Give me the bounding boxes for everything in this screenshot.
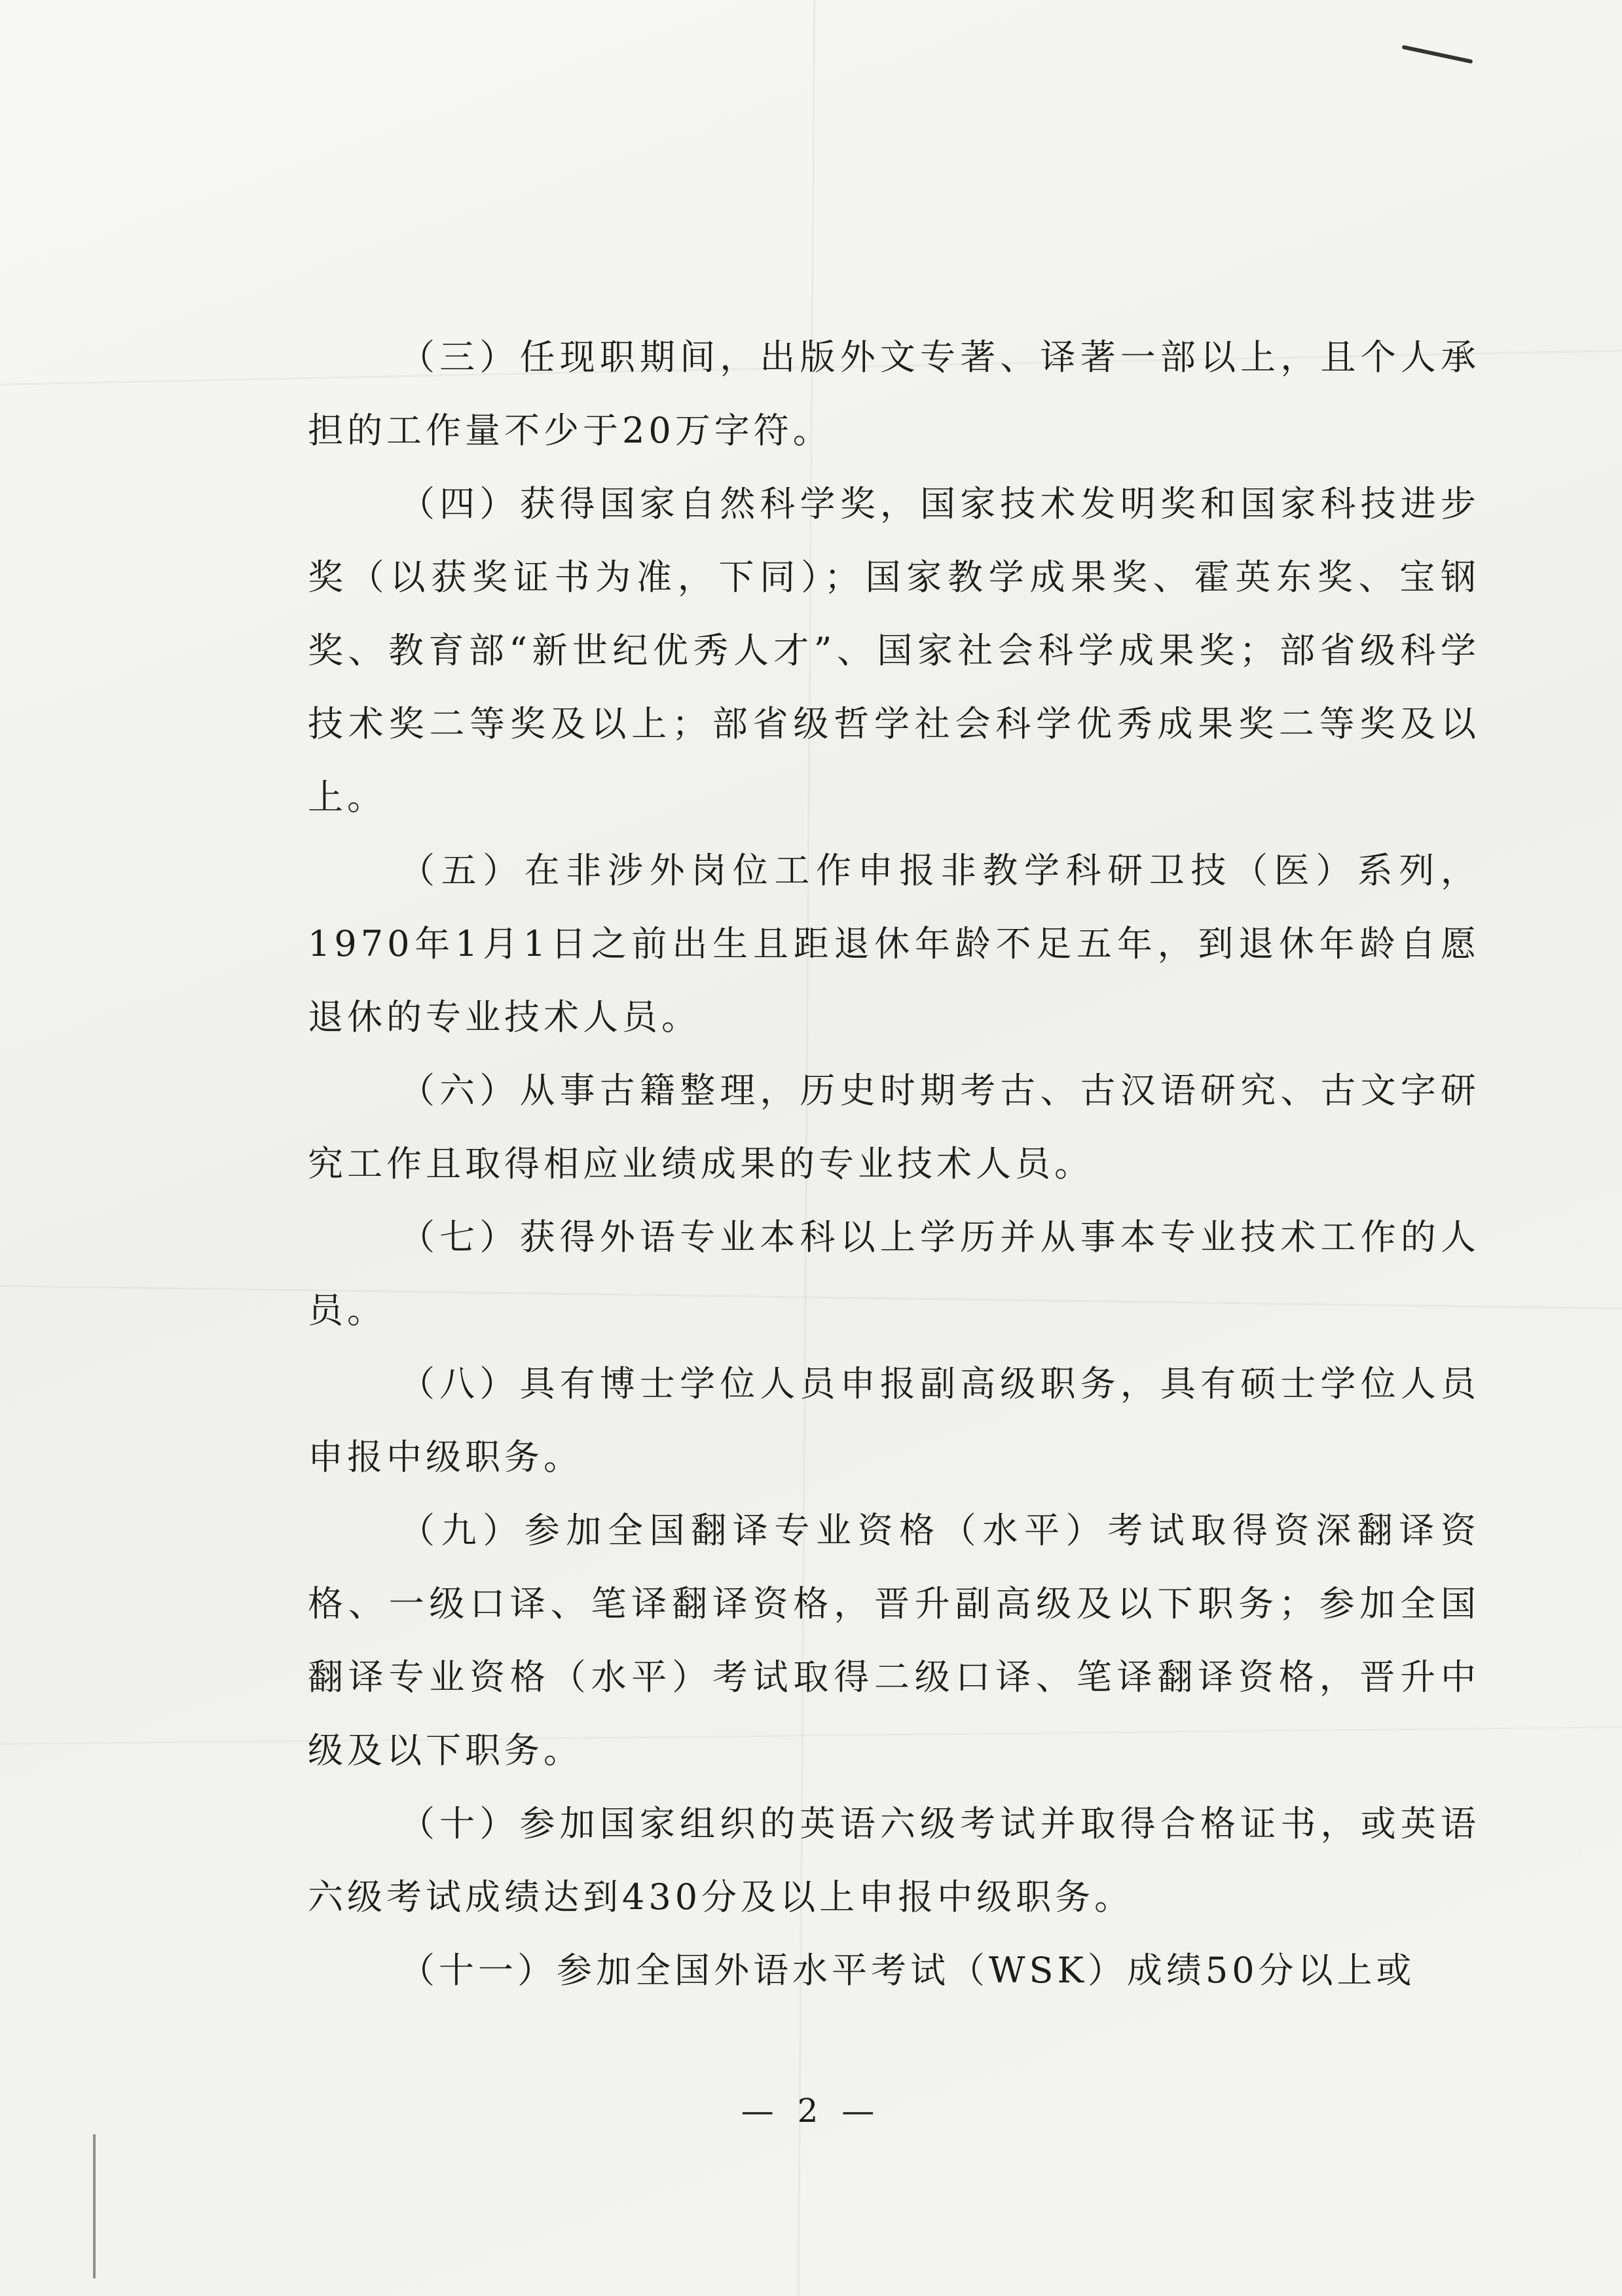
paragraph-item-6: （六）从事古籍整理，历史时期考古、古汉语研究、古文字研究工作且取得相应业绩成果的专业技术人员。: [308, 1070, 1480, 1184]
paragraph-item-11: （十一）参加全国外语水平考试（WSK）成绩50分以上或: [399, 1950, 1416, 1991]
paragraph-item-7: （七）获得外语专业本科以上学历并从事本专业技术工作的人员。: [308, 1216, 1480, 1331]
paragraph-item-8: （八）具有博士学位人员申报副高级职务，具有硕士学位人员申报中级职务。: [308, 1363, 1480, 1478]
document-body: [308, 321, 1480, 2007]
paragraph-item-4: （四）获得国家自然科学奖，国家技术发明奖和国家科技进步奖（以获奖证书为准，下同）；国家教学成果奖、霍英东奖、宝钢奖、教育部“新世纪优秀人才”、国家社会科学成果奖；部省级科学技术奖二等奖及以上；部省级哲学社会科学优秀成果奖二等奖及以上。: [308, 483, 1480, 818]
paragraph-item-5: （五）在非涉外岗位工作申报非教学科研卫技（医）系列，1970年1月1日之前出生且距退休年龄不足五年，到退休年龄自愿退休的专业技术人员。: [308, 850, 1480, 1038]
binding-edge-line: [93, 2134, 96, 2278]
page-number: — 2 —: [741, 2092, 881, 2130]
paragraph-item-3: （三）任现职期间，出版外文专著、译著一部以上，且个人承担的工作量不少于20万字符。: [308, 337, 1480, 451]
pen-mark: [1402, 45, 1473, 64]
paragraph-item-10: （十）参加国家组织的英语六级考试并取得合格证书，或英语六级考试成绩达到430分及以上申报中级职务。: [308, 1803, 1480, 1918]
paragraph-item-9: （九）参加全国翻译专业资格（水平）考试取得资深翻译资格、一级口译、笔译翻译资格，晋升副高级及以下职务；参加全国翻译专业资格（水平）考试取得二级口译、笔译翻译资格，晋升中级及以下职务。: [308, 1510, 1480, 1771]
